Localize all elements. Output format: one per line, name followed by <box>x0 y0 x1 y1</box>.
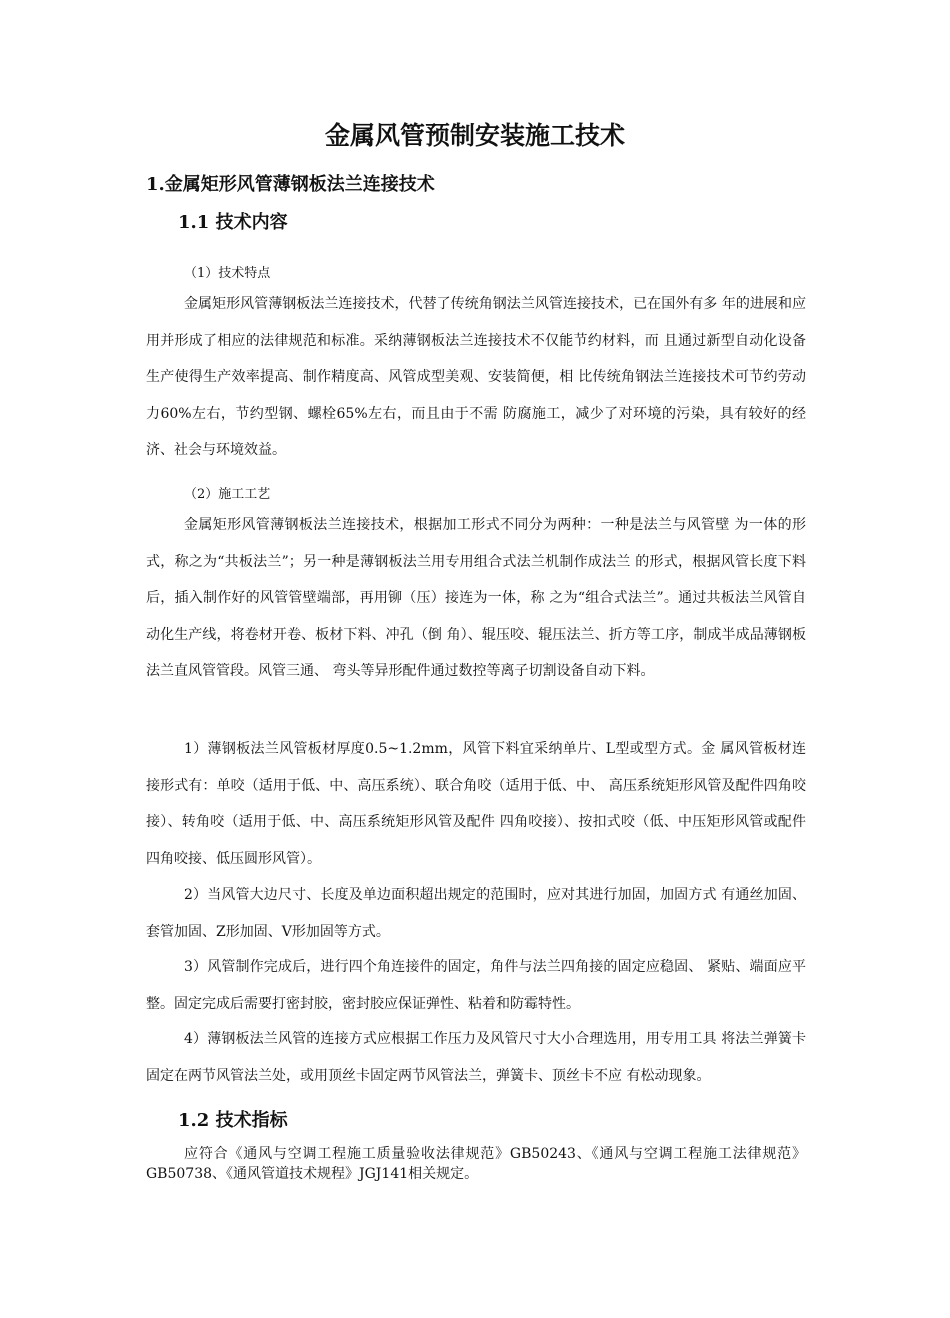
paragraph-indicators: 应符合《通风与空调工程施工质量验收法律规范》GB50243、《通风与空调工程施工法律规范》GB50738、《通风管道技术规程》JGJ141相关规定。 <box>146 1146 806 1182</box>
item-title-process: （2）施工工艺 <box>184 487 271 502</box>
paragraph-step-1: 1）薄钢板法兰风管板材厚度0.5~1.2mm，风管下料宜采纳单片、L型或型方式。金 属风管板材连接形式有：单咬（适用于低、中、高压系统）、联合角咬（适用于低、中、 高压系统矩形风管及配件四角咬接）、转角咬（适用于低、中、高压系统矩形风管及配件 四角咬接）、按扣式咬（低、中压矩形风管或配件四角咬接、低压圆形风管）。 <box>146 741 806 867</box>
document-title: 金属风管预制安装施工技术 <box>324 121 625 150</box>
paragraph-features: 金属矩形风管薄钢板法兰连接技术，代替了传统角钢法兰风管连接技术，已在国外有多 年的进展和应用并形成了相应的法律规范和标准。采纳薄钢板法兰连接技术不仅能节约材料，而 且通过新型自动化设备生产使得生产效率提高、制作精度高、风管成型美观、安装简便，相 比传统角钢法兰连接技术可节约劳动力60%左右，节约型钢、螺栓65%左右，而且由于不需 防腐施工，减少了对环境的污染，具有较好的经济、社会与环境效益。 <box>146 296 806 458</box>
subsection-heading-1-1: 1.1 技术内容 <box>178 212 288 233</box>
section-heading-1: 1.金属矩形风管薄钢板法兰连接技术 <box>146 174 435 195</box>
paragraph-step-4: 4）薄钢板法兰风管的连接方式应根据工作压力及风管尺寸大小合理选用，用专用工具 将法兰弹簧卡固定在两节风管法兰处，或用顶丝卡固定两节风管法兰，弹簧卡、顶丝卡不应 有松动现象。 <box>146 1031 806 1084</box>
subsection-heading-1-2: 1.2 技术指标 <box>178 1110 288 1131</box>
paragraph-step-3: 3）风管制作完成后，进行四个角连接件的固定，角件与法兰四角接的固定应稳固、 紧贴、端面应平整。固定完成后需要打密封胶，密封胶应保证弹性、粘着和防霉特性。 <box>146 959 806 1012</box>
paragraph-step-2: 2）当风管大边尺寸、长度及单边面积超出规定的范围时，应对其进行加固，加固方式 有通丝加固、套管加固、Z形加固、V形加固等方式。 <box>146 887 806 940</box>
item-title-features: （1）技术特点 <box>184 266 271 281</box>
paragraph-process: 金属矩形风管薄钢板法兰连接技术，根据加工形式不同分为两种：一种是法兰与风管壁 为一体的形式，称之为“共板法兰”；另一种是薄钢板法兰用专用组合式法兰机制作成法兰 的形式，根据风管长度下料后，插入制作好的风管管壁端部，再用铆（压）接连为一体，称 之为“组合式法兰”。通过共板法兰风管自动化生产线，将卷材开卷、板材下料、冲孔（倒 角）、辊压咬、辊压法兰、折方等工序，制成半成品薄钢板法兰直风管管段。风管三通、 弯头等异形配件通过数控等离子切割设备自动下料。 <box>146 517 806 679</box>
